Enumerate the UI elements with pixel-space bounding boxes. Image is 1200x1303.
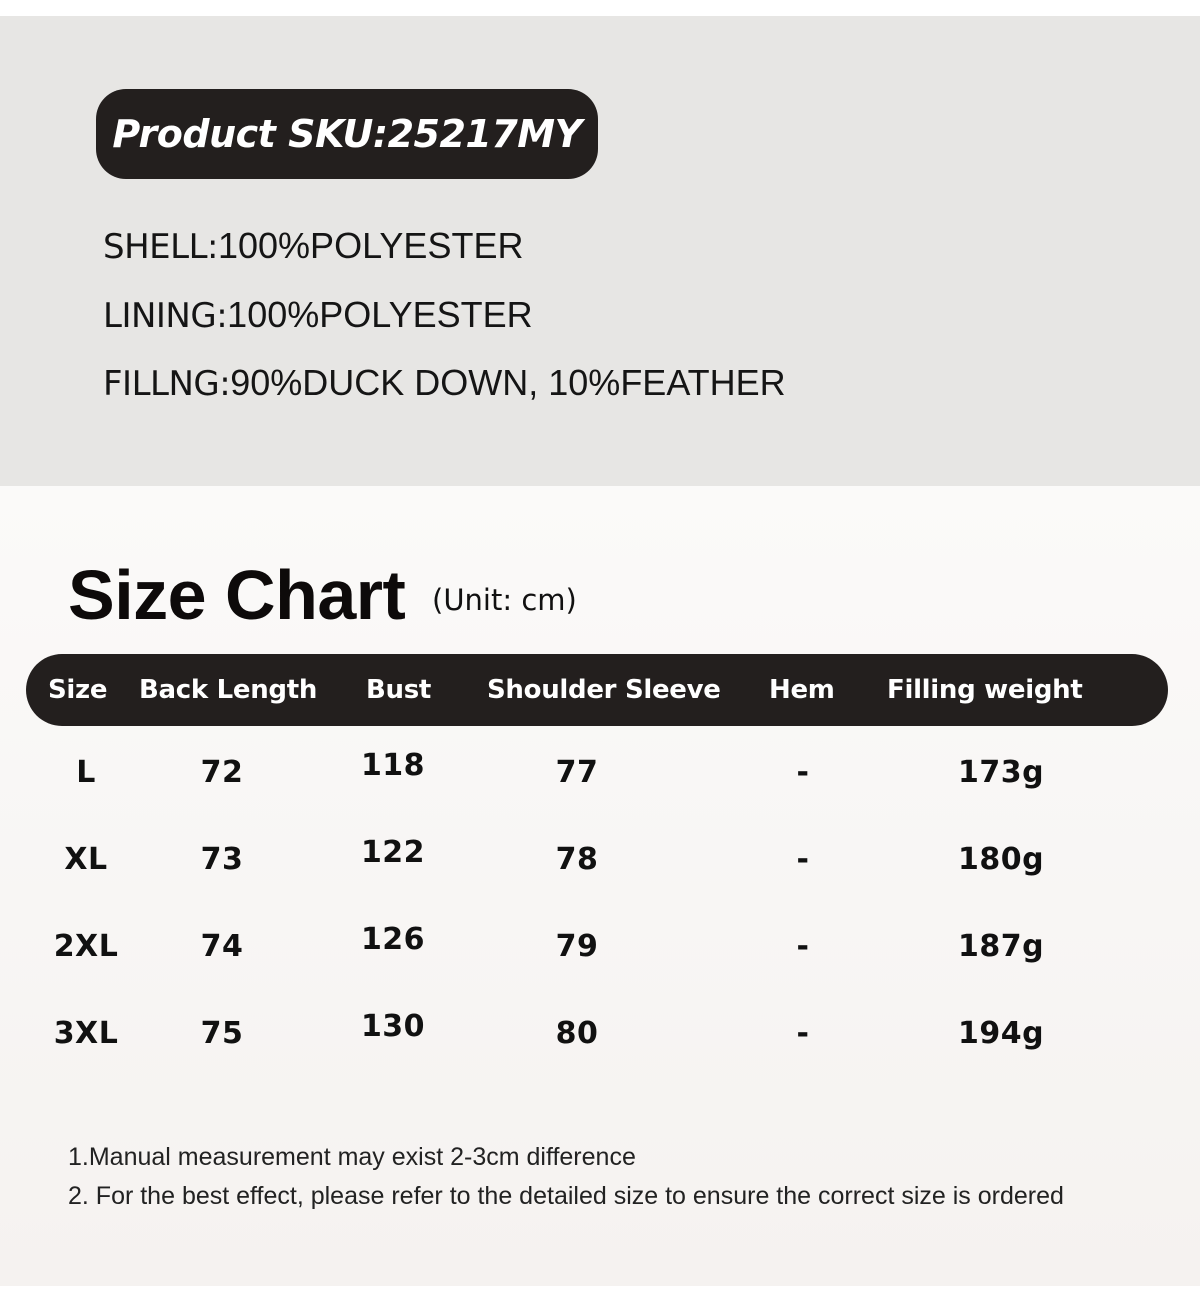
size-chart-unit: (Unit: cm) — [432, 583, 577, 617]
cell-size: L — [76, 755, 96, 790]
sku-badge — [96, 89, 598, 179]
cell-filling-weight: 173g — [957, 755, 1045, 790]
fabric-lining-line — [103, 295, 533, 336]
cell-back-length: 73 — [200, 842, 244, 877]
table-row — [0, 917, 1200, 977]
fabric-lining-label: LINING: — [103, 296, 228, 336]
cell-size: 3XL — [53, 1016, 119, 1051]
header-back-length: Back Length — [139, 675, 318, 705]
sku-label: Product SKU:25217MY — [112, 112, 582, 156]
table-row — [0, 1004, 1200, 1064]
size-chart-title: Size Chart — [68, 556, 406, 634]
header-size: Size — [48, 675, 108, 705]
table-row — [0, 830, 1200, 890]
cell-filling-weight: 180g — [957, 842, 1045, 877]
cell-hem: - — [796, 929, 810, 964]
fabric-filling-line — [103, 363, 786, 404]
header-bust: Bust — [366, 675, 432, 705]
fabric-shell-label: SHELL: — [103, 227, 218, 267]
cell-bust: 130 — [360, 1009, 426, 1044]
cell-size: 2XL — [53, 929, 119, 964]
cell-hem: - — [796, 755, 810, 790]
fabric-filling-label: FILLNG: — [103, 364, 231, 404]
note-size-advice: 2. For the best effect, please refer to the detailed size to ensure the correct size is ordered — [68, 1182, 1064, 1210]
table-row — [0, 743, 1200, 803]
cell-size: XL — [64, 842, 108, 877]
cell-filling-weight: 194g — [957, 1016, 1045, 1051]
cell-back-length: 74 — [200, 929, 244, 964]
cell-bust: 122 — [360, 835, 426, 870]
header-filling-weight: Filling weight — [887, 675, 1083, 705]
cell-shoulder-sleeve: 78 — [555, 842, 599, 877]
cell-filling-weight: 187g — [957, 929, 1045, 964]
header-hem: Hem — [769, 675, 835, 705]
size-table-header — [26, 654, 1168, 726]
cell-back-length: 75 — [200, 1016, 244, 1051]
note-measurement: 1.Manual measurement may exist 2-3cm difference — [68, 1143, 636, 1171]
cell-bust: 118 — [360, 748, 426, 783]
cell-hem: - — [796, 1016, 810, 1051]
header-shoulder-sleeve: Shoulder Sleeve — [487, 675, 721, 705]
cell-shoulder-sleeve: 77 — [555, 755, 599, 790]
fabric-filling-value: 90%DUCK DOWN, 10%FEATHER — [230, 362, 786, 403]
cell-back-length: 72 — [200, 755, 244, 790]
fabric-shell-line — [103, 226, 523, 267]
bottom-margin — [0, 1286, 1200, 1303]
cell-shoulder-sleeve: 79 — [555, 929, 599, 964]
fabric-lining-value: 100%POLYESTER — [227, 294, 533, 335]
fabric-shell-value: 100%POLYESTER — [217, 225, 524, 266]
cell-bust: 126 — [360, 922, 426, 957]
cell-hem: - — [796, 842, 810, 877]
cell-shoulder-sleeve: 80 — [555, 1016, 599, 1051]
